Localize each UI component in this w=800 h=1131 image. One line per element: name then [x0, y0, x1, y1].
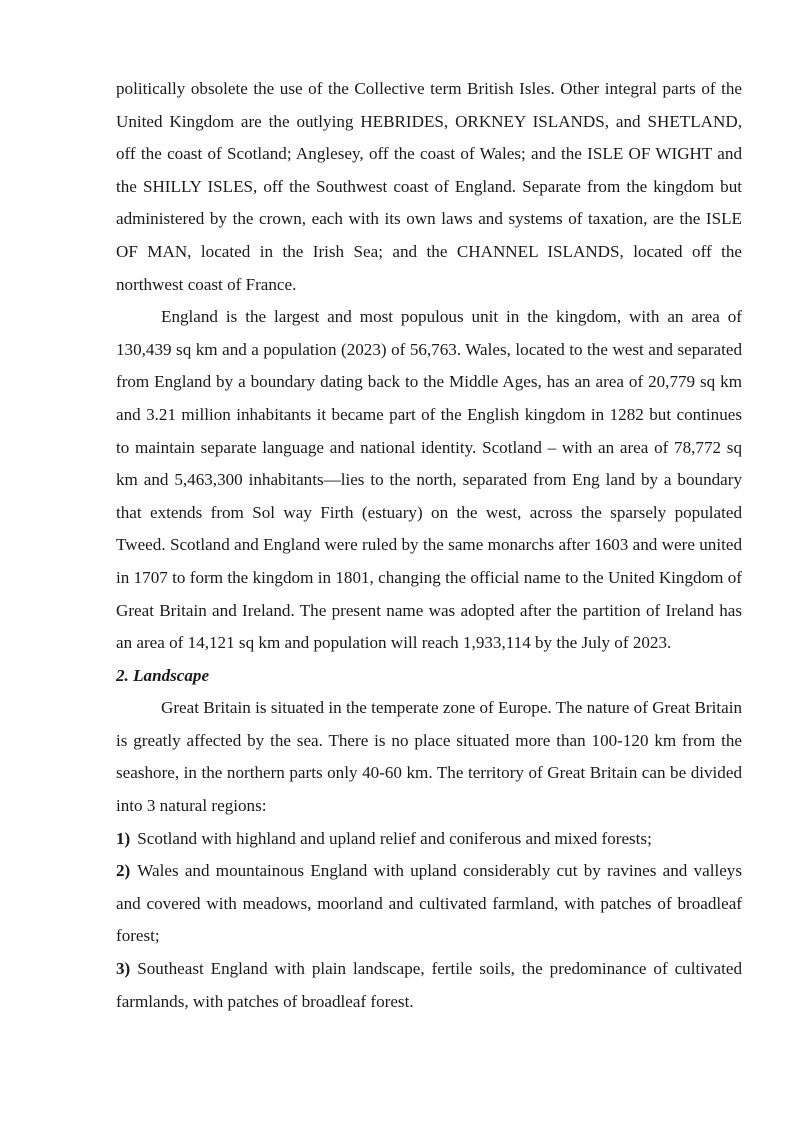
paragraph-islands: politically obsolete the use of the Collective term British Isles. Other integral parts of the United Kingdom are the outlying HEBRIDES, ORKNEY ISLANDS, and SHETLAND, off the coast of Scotland; Anglesey, off the coast of Wales; and the ISLE OF WIGHT and the SHILLY ISLES, off the Southwest coast of England. Separate from the kingdom but administered by the crown, each with its own laws and systems of taxation, are the ISLE OF MAN, located in the Irish Sea; and the CHANNEL ISLANDS, located off the northwest coast of France.: [116, 79, 742, 294]
paragraph-population: England is the largest and most populous unit in the kingdom, with an area of 130,439 sq km and a population (2023) of 56,763. Wales, located to the west and separated from England by a boundary dating back to the Middle Ages, has an area of 20,779 sq km and 3.21 million inhabitants it became part of the English kingdom in 1282 but continues to maintain separate language and national identity. Scotland – with an area of 78,772 sq km and 5,463,300 inhabitants—lies to the north, separated from Eng land by a boundary that extends from Sol way Firth (estuary) on the west, across the sparsely populated Tweed. Scotland and England were ruled by the same monarchs after 1603 and were united in 1707 to form the kingdom in 1801, changing the official name to the United Kingdom of Great Britain and Ireland. The present name was adopted after the partition of Ireland has an area of 14,121 sq km and population will reach 1,933,114 by the July of 2023.: [116, 307, 742, 653]
list-number: 3): [116, 959, 131, 979]
list-number: 2): [116, 861, 131, 881]
document-page: [116, 73, 742, 1018]
list-item: [116, 823, 742, 856]
list-item: [116, 953, 742, 1018]
list-text: Scotland with highland and upland relief and coniferous and mixed forests;: [137, 828, 652, 848]
list-text: Southeast England with plain landscape, fertile soils, the predominance of cultivated farmlands, with patches of broadleaf forest.: [116, 959, 742, 1011]
list-number: 1): [116, 828, 131, 848]
list-text: Wales and mountainous England with upland considerably cut by ravines and valleys and covered with meadows, moorland and cultivated farmland, with patches of broadleaf forest;: [116, 861, 742, 946]
paragraph-landscape-intro: Great Britain is situated in the temperate zone of Europe. The nature of Great Britain is greatly affected by the sea. There is no place situated more than 100-120 km from the seashore, in the northern parts only 40-60 km. The territory of Great Britain can be divided into 3 natural regions:: [116, 698, 742, 816]
section-heading-landscape: 2. Landscape: [116, 665, 210, 685]
list-item: [116, 855, 742, 953]
